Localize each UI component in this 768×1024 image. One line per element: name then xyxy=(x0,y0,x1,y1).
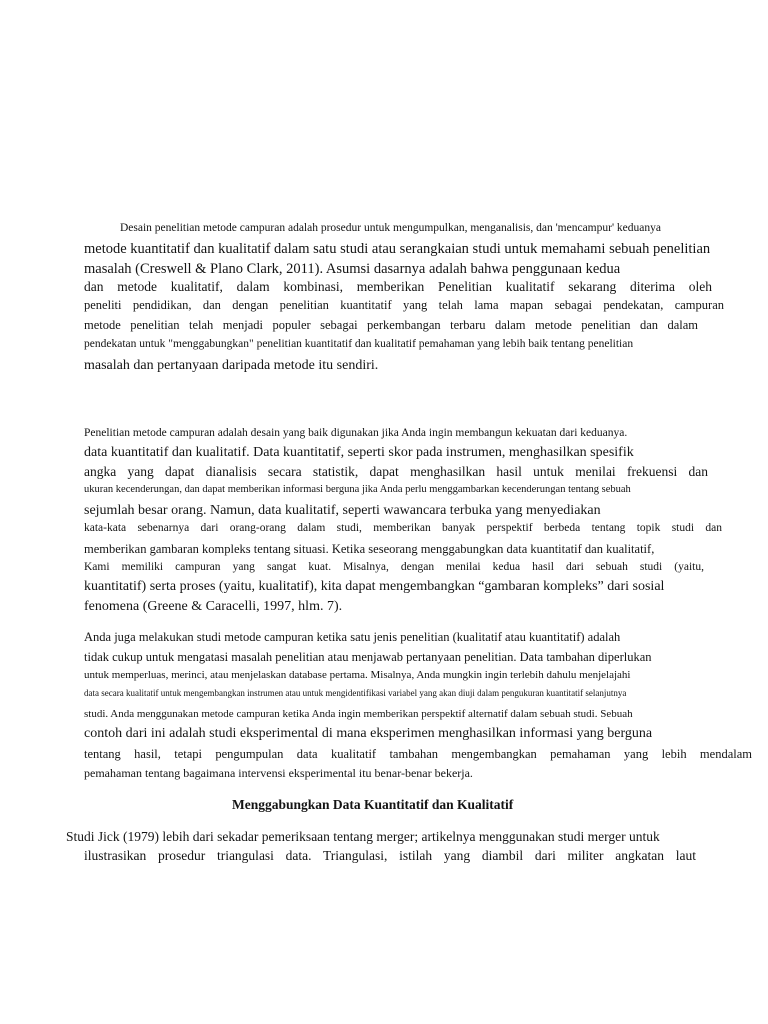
text-line: Kami memiliki campuran yang sangat kuat. Misalnya, dengan menilai kedua hasil dari sebuah studi (yaitu, xyxy=(84,562,704,573)
text-line: fenomena (Greene & Caracelli, 1997, hlm. 7). xyxy=(84,599,343,614)
text-line: angka yang dapat dianalisis secara statistik, dapat menghasilkan hasil untuk menilai frekuensi dan xyxy=(84,465,708,479)
text-line: tentang hasil, tetapi pengumpulan data kualitatif tambahan mengembangkan pemahaman yang lebih mendalam xyxy=(84,748,752,761)
text-line: kata-kata sebenarnya dari orang-orang dalam studi, memberikan banyak perspektif berbeda tentang topik studi dan xyxy=(84,523,722,534)
text-line: pemahaman tentang bagaimana intervensi eksperimental itu benar-benar bekerja. xyxy=(84,766,473,780)
text-line: peneliti pendidikan, dan dengan penelitian kuantitatif yang telah lama mapan sebagai pendekatan, campuran xyxy=(84,299,724,312)
text-line: masalah dan pertanyaan daripada metode itu sendiri. xyxy=(84,358,379,373)
text-line: Anda juga melakukan studi metode campuran ketika satu jenis penelitian (kualitatif atau kuantitatif) adalah xyxy=(84,630,621,644)
text-line: memberikan gambaran kompleks tentang situasi. Ketika seseorang menggabungkan data kuantitatif dan kualitatif, xyxy=(84,542,655,556)
text-line: Penelitian metode campuran adalah desain yang baik digunakan jika Anda ingin membangun kekuatan dari keduanya. xyxy=(84,427,628,439)
text-line: pendekatan untuk "menggabungkan" penelitian kuantitatif dan kualitatif pemahaman yang lebih baik tentang penelitian xyxy=(84,338,634,350)
text-line: ukuran kecenderungan, dan dapat memberikan informasi berguna jika Anda perlu menggambarkan kecenderungan tentang sebuah xyxy=(84,484,631,495)
text-line: metode penelitian telah menjadi populer sebagai perkembangan terbaru dalam metode penelitian dan dalam xyxy=(84,319,698,332)
text-line: data secara kualitatif untuk mengembangkan instrumen atau untuk mengidentifikasi variabel yang akan diuji dalam pengukuran kuantitatif selanjutnya xyxy=(84,688,627,698)
text-line: studi. Anda menggunakan metode campuran ketika Anda ingin memberikan perspektif alternatif dalam sebuah studi. Sebuah xyxy=(84,708,633,720)
text-line: kuantitatif) serta proses (yaitu, kualitatif), kita dapat mengembangkan “gambaran kompleks” dari sosial xyxy=(84,579,665,594)
text-line: data kuantitatif dan kualitatif. Data kuantitatif, seperti skor pada instrumen, menghasilkan spesifik xyxy=(84,445,634,460)
text-line: metode kuantitatif dan kualitatif dalam satu studi atau serangkaian studi untuk memahami sebuah penelitian xyxy=(84,241,711,257)
text-line: contoh dari ini adalah studi eksperimental di mana eksperimen menghasilkan informasi yang berguna xyxy=(84,726,653,741)
text-line: ilustrasikan prosedur triangulasi data. Triangulasi, istilah yang diambil dari militer angkatan laut xyxy=(84,849,696,863)
text-line: Studi Jick (1979) lebih dari sekadar pemeriksaan tentang merger; artikelnya menggunakan studi merger untuk xyxy=(66,829,660,844)
text-line: sejumlah besar orang. Namun, data kualitatif, seperti wawancara terbuka yang menyediakan xyxy=(84,503,601,518)
section-heading: Menggabungkan Data Kuantitatif dan Kualitatif xyxy=(232,797,514,812)
text-line: tidak cukup untuk mengatasi masalah penelitian atau menjawab pertanyaan penelitian. Data tambahan diperlukan xyxy=(84,650,652,664)
text-line: dan metode kualitatif, dalam kombinasi, memberikan Penelitian kualitatif sekarang diterima oleh xyxy=(84,280,712,294)
text-line: untuk memperluas, merinci, atau menjelaskan database pertama. Misalnya, Anda mungkin ingin terlebih dahulu menjelajahi xyxy=(84,669,631,681)
text-line: masalah (Creswell & Plano Clark, 2011). Asumsi dasarnya adalah bahwa penggunaan kedua xyxy=(84,261,621,277)
text-line: Desain penelitian metode campuran adalah prosedur untuk mengumpulkan, menganalisis, dan 'mencampur' keduanya xyxy=(120,222,661,234)
